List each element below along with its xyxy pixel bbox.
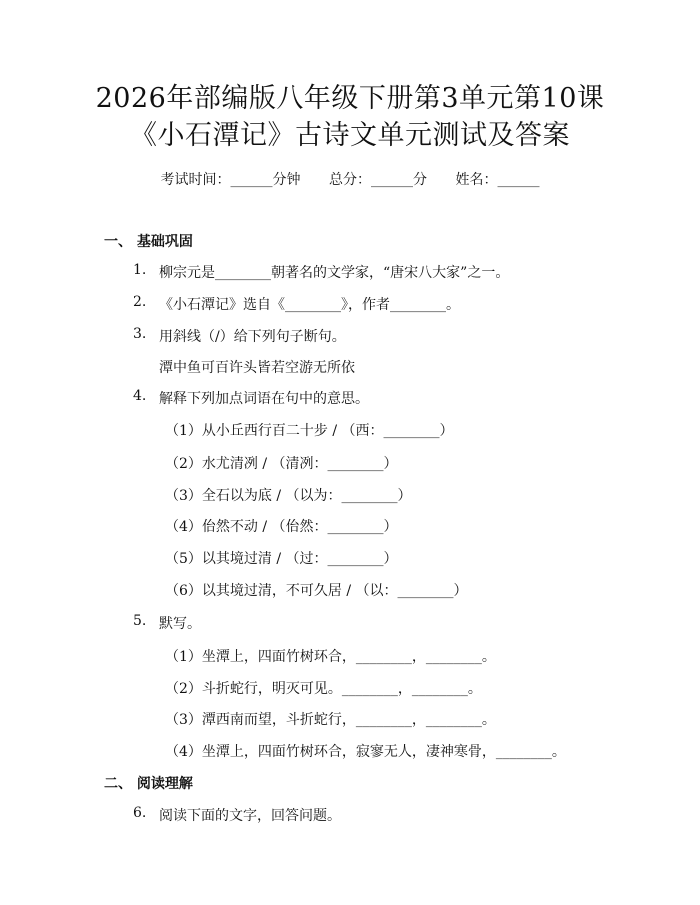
question-6-text: 阅读下面的文字，回答问题。 <box>159 808 341 824</box>
question-5-item: （1）坐潭上，四面竹树环合，________，________。 <box>165 649 496 665</box>
question-number: 6. <box>133 805 147 821</box>
exam-name: 姓名：______ <box>455 172 540 188</box>
question-3-text: 用斜线（/）给下列句子断句。 <box>159 329 346 345</box>
question-5-text: 默写。 <box>159 616 201 632</box>
question-4-item: （6）以其境过清，不可久居 / （以：________） <box>165 583 468 599</box>
question-4-item: （1）从小丘西行百二十步 / （西：________） <box>165 423 454 439</box>
question-4-item: （2）水尤清冽 / （清冽：________） <box>165 456 398 472</box>
exam-title-line1: 2026年部编版八年级下册第3单元第10课 <box>95 83 605 114</box>
question-5-item: （2）斗折蛇行，明灭可见。________，________。 <box>165 681 482 697</box>
question-number: 4. <box>133 388 147 404</box>
question-5-item: （4）坐潭上，四面竹树环合，寂寥无人，凄神寒骨，________。 <box>165 744 566 760</box>
question-3-sentence: 潭中鱼可百许头皆若空游无所依 <box>159 360 355 376</box>
section-heading-1: 一、 基础巩固 <box>104 234 193 250</box>
exam-score: 总分：______分 <box>329 172 427 188</box>
question-4-item: （5）以其境过清 / （过：________） <box>165 551 398 567</box>
question-2-text: 《小石潭记》选自《________》，作者________。 <box>159 297 460 313</box>
question-number: 2. <box>133 294 147 310</box>
question-4-text: 解释下列加点词语在句中的意思。 <box>159 391 369 407</box>
question-5-item: （3）潭西南而望，斗折蛇行，________，________。 <box>165 712 496 728</box>
question-4-item: （4）佁然不动 / （佁然：________） <box>165 519 398 535</box>
question-number: 1. <box>133 262 147 278</box>
question-number: 3. <box>133 326 147 342</box>
exam-title-line2: 《小石潭记》古诗文单元测试及答案 <box>130 120 570 151</box>
question-number: 5. <box>133 613 147 629</box>
exam-time: 考试时间：______分钟 <box>160 172 301 188</box>
question-4-item: （3）全石以为底 / （以为：________） <box>165 488 412 504</box>
exam-meta <box>0 169 700 189</box>
section-heading-2: 二、 阅读理解 <box>104 776 193 792</box>
question-1-text: 柳宗元是________朝著名的文学家，“唐宋八大家”之一。 <box>159 265 510 281</box>
